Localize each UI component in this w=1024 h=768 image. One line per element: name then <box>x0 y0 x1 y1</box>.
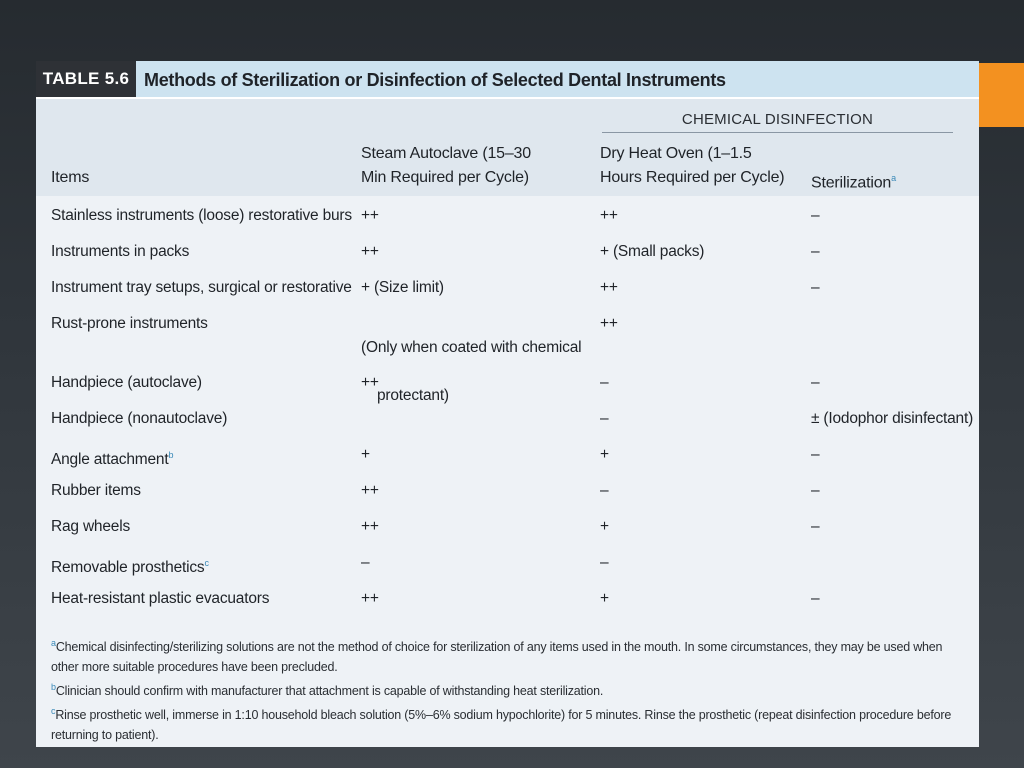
cell-chemical: – <box>811 446 820 463</box>
footnote-a <box>51 633 966 677</box>
cell-dry-heat: + <box>600 590 609 607</box>
footnote-mark-b: b <box>168 450 174 460</box>
cell-dry-heat: + <box>600 446 609 463</box>
footnote-mark-c: c <box>204 558 209 568</box>
steam-header-line2: Min Required per Cycle) <box>361 169 529 186</box>
cell-item: Handpiece (autoclave) <box>51 374 202 391</box>
sterilization-header-text: Sterilization <box>811 174 892 192</box>
table-title-bar <box>36 61 979 99</box>
cell-item-text: Angle attachment <box>51 451 169 469</box>
cell-item <box>51 443 173 472</box>
footnote-c <box>51 701 966 745</box>
cell-dry-heat: ++ <box>600 315 618 332</box>
footnote-mark: b <box>51 682 56 693</box>
table-title: Methods of Sterilization or Disinfection of Selected Dental Instruments <box>144 70 726 90</box>
footnote-text: Chemical disinfecting/sterilizing solutions are not the method of choice for sterilization of any items used in the mouth. In some circumstances, they may be used when other more suitable procedures have been precluded. <box>51 640 943 675</box>
table-footnotes <box>51 633 966 745</box>
orange-accent-block <box>979 63 1024 127</box>
cell-dry-heat: – <box>600 482 609 499</box>
cell-chemical: – <box>811 243 820 260</box>
cell-steam: + <box>361 446 370 463</box>
cell-steam: ++ <box>361 207 379 224</box>
group-header-rule <box>602 132 953 133</box>
cell-chemical: – <box>811 590 820 607</box>
cell-steam: ++ <box>361 482 379 499</box>
dry-header-line1: Dry Heat Oven (1–1.5 <box>600 145 752 162</box>
cell-dry-heat: + (Small packs) <box>600 243 705 260</box>
cell-dry-heat: – <box>600 374 609 391</box>
cell-steam: – <box>361 554 370 571</box>
column-header-sterilization <box>811 166 896 195</box>
cell-steam <box>361 312 581 432</box>
footnote-text: Clinician should confirm with manufacturer that attachment is capable of withstanding heat sterilization. <box>55 684 604 699</box>
dry-header-line2: Hours Required per Cycle) <box>600 169 785 186</box>
chemical-disinfection-group-header: CHEMICAL DISINFECTION <box>681 111 874 128</box>
cell-item-text: Removable prosthetics <box>51 559 205 577</box>
footnote-text: Rinse prosthetic well, immerse in 1:10 household bleach solution (5%–6% sodium hypochlorite) for 5 minutes. Rinse the prosthetic (repeat disinfection procedure before returning to patient). <box>51 708 952 743</box>
cell-steam-line1: (Only when coated with chemical <box>361 339 582 356</box>
cell-chemical: ± (Iodophor disinfectant) <box>811 410 974 427</box>
slide-card <box>36 61 979 747</box>
footnote-mark-a: a <box>891 173 896 183</box>
column-header-steam-autoclave <box>361 142 531 190</box>
footnote-mark: c <box>51 706 56 717</box>
cell-chemical: – <box>811 518 820 535</box>
cell-item: Instruments in packs <box>51 243 190 260</box>
cell-steam: ++ <box>361 518 379 535</box>
column-header-items: Items <box>51 169 90 186</box>
cell-item: Rubber items <box>51 482 141 499</box>
cell-item: Rust-prone instruments <box>51 315 208 332</box>
cell-dry-heat: ++ <box>600 279 618 296</box>
cell-chemical: – <box>811 374 820 391</box>
cell-dry-heat: – <box>600 410 609 427</box>
cell-steam: ++ <box>361 243 379 260</box>
table-number-label: TABLE 5.6 <box>36 61 136 97</box>
cell-chemical: – <box>811 279 820 296</box>
cell-item <box>51 551 209 580</box>
cell-dry-heat: ++ <box>600 207 618 224</box>
cell-item: Rag wheels <box>51 518 130 535</box>
cell-steam-line2: protectant) <box>377 387 449 404</box>
cell-dry-heat: + <box>600 518 609 535</box>
cell-item: Instrument tray setups, surgical or restorative <box>51 279 352 296</box>
footnote-mark: a <box>51 638 56 648</box>
cell-dry-heat: – <box>600 554 609 571</box>
cell-steam: ++ <box>361 590 379 607</box>
cell-steam: + (Size limit) <box>361 279 444 296</box>
steam-header-line1: Steam Autoclave (15–30 <box>361 145 531 162</box>
cell-chemical: – <box>811 207 820 224</box>
cell-item: Stainless instruments (loose) restorative burs <box>51 207 352 224</box>
cell-chemical: – <box>811 482 820 499</box>
column-header-dry-heat-oven <box>600 142 784 190</box>
cell-steam: ++ <box>361 374 379 391</box>
cell-item: Heat-resistant plastic evacuators <box>51 590 270 607</box>
footnote-b <box>51 677 966 701</box>
cell-item: Handpiece (nonautoclave) <box>51 410 228 427</box>
